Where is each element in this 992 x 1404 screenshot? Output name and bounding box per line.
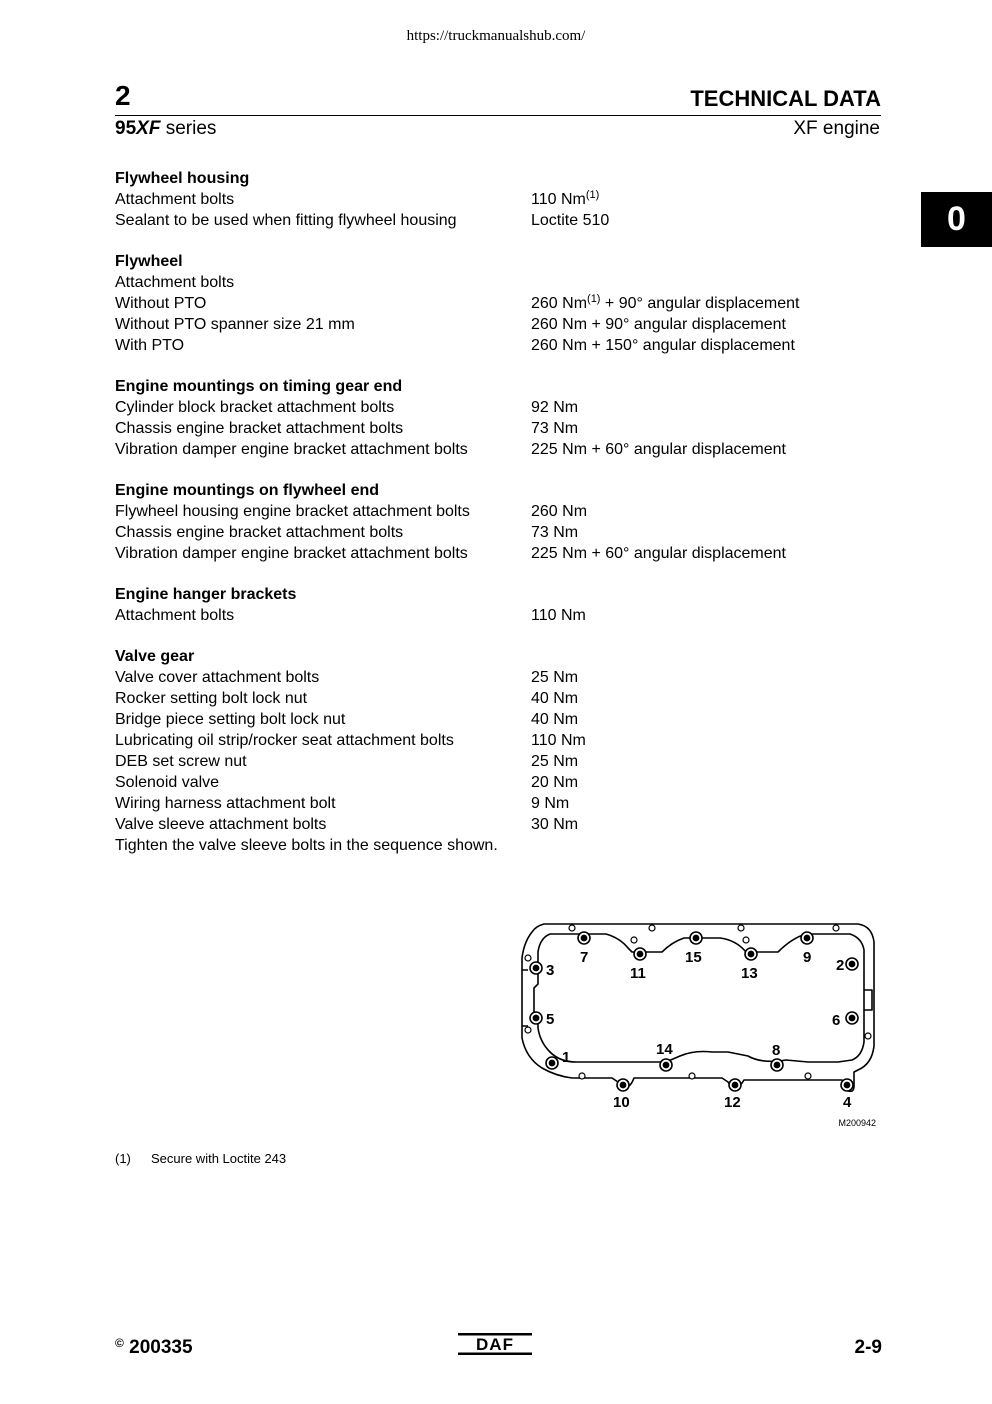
spec-label: Lubricating oil strip/rocker seat attachment bolts — [115, 732, 454, 749]
spec-row — [115, 335, 835, 356]
bolt-number: 2 — [836, 957, 845, 974]
spec-label: With PTO — [115, 337, 185, 354]
bolt-number: 13 — [741, 965, 758, 982]
spec-row — [115, 501, 835, 522]
torque-value: Loctite 510 — [531, 212, 610, 229]
series-label — [115, 118, 216, 140]
spec-value — [531, 814, 835, 835]
torque-value: 260 Nm + 150° angular displacement — [531, 337, 795, 354]
spec-value — [531, 293, 835, 314]
spec-table — [115, 168, 835, 876]
engine-label: XF engine — [793, 118, 880, 139]
page-number: 2-9 — [854, 1337, 882, 1358]
spec-section — [115, 584, 835, 626]
spec-row — [115, 814, 835, 835]
bolt-number: 7 — [580, 949, 589, 966]
torque-value: 110 Nm — [531, 732, 586, 749]
torque-value: 9 Nm — [531, 795, 570, 812]
torque-value-suffix: + 90° angular displacement — [600, 295, 800, 312]
spec-label: DEB set screw nut — [115, 753, 247, 770]
footnote — [115, 1151, 286, 1166]
spec-value — [531, 793, 835, 814]
torque-value: 20 Nm — [531, 774, 579, 791]
spec-value — [531, 522, 835, 543]
torque-value: 73 Nm — [531, 420, 579, 437]
spec-label: Without PTO spanner size 21 mm — [115, 316, 355, 333]
torque-value: 30 Nm — [531, 816, 579, 833]
spec-value — [531, 543, 835, 564]
spec-label: Rocker setting bolt lock nut — [115, 690, 308, 707]
spec-section — [115, 168, 835, 231]
spec-section — [115, 376, 835, 460]
section-heading: Flywheel housing — [115, 170, 250, 187]
torque-value: 25 Nm — [531, 669, 579, 686]
spec-value — [531, 439, 835, 460]
section-heading: Engine mountings on timing gear end — [115, 378, 403, 395]
torque-value: 73 Nm — [531, 524, 579, 541]
spec-label: Flywheel housing engine bracket attachment bolts — [115, 503, 470, 520]
footnote-number: (1) — [115, 1151, 131, 1166]
brand-name: DAF — [476, 1335, 514, 1354]
bolt-number: 9 — [803, 949, 812, 966]
diagram-ref: M200942 — [838, 1118, 876, 1128]
spec-label: Bridge piece setting bolt lock nut — [115, 711, 346, 728]
bolt-number: 1 — [562, 1049, 571, 1066]
spec-row — [115, 189, 835, 210]
spec-value — [531, 335, 835, 356]
torque-value: 92 Nm — [531, 399, 579, 416]
section-heading: Engine hanger brackets — [115, 586, 297, 603]
chapter-tab: 0 — [921, 192, 992, 247]
spec-label: Chassis engine bracket attachment bolts — [115, 524, 404, 541]
bolt-number: 3 — [546, 962, 555, 979]
spec-label: Vibration damper engine bracket attachment bolts — [115, 441, 468, 458]
spec-row — [115, 772, 835, 793]
spec-row — [115, 751, 835, 772]
spec-label: Cylinder block bracket attachment bolts — [115, 399, 395, 416]
spec-row — [115, 210, 835, 231]
bolt-number: 6 — [832, 1012, 841, 1029]
spec-row — [115, 835, 835, 856]
spec-label: Vibration damper engine bracket attachment bolts — [115, 545, 468, 562]
footnote-ref: (1) — [585, 189, 600, 201]
spec-row — [115, 439, 835, 460]
torque-value: 225 Nm + 60° angular displacement — [531, 545, 786, 562]
section-heading: Valve gear — [115, 648, 195, 665]
chapter-number: 2 — [115, 80, 131, 111]
torque-value: 25 Nm — [531, 753, 579, 770]
daf-logo — [458, 1333, 532, 1355]
bolt-number: 15 — [685, 949, 702, 966]
spec-value — [531, 751, 835, 772]
spec-label: Tighten the valve sleeve bolts in the sequence shown. — [115, 837, 498, 854]
bolt-number: 12 — [724, 1094, 741, 1111]
spec-label: Without PTO — [115, 295, 207, 312]
torque-value: 260 Nm + 90° angular displacement — [531, 316, 786, 333]
bolt-number: 11 — [630, 965, 646, 982]
spec-row — [115, 418, 835, 439]
page-title: TECHNICAL DATA — [690, 86, 881, 111]
source-url: https://truckmanualshub.com/ — [406, 28, 586, 44]
series-suffix: series — [160, 118, 217, 139]
bolt-number: 10 — [613, 1094, 630, 1111]
spec-label: Attachment bolts — [115, 607, 235, 624]
spec-row — [115, 314, 835, 335]
doc-number: 200335 — [129, 1337, 193, 1358]
header-rule — [115, 115, 881, 116]
series-model: XF — [136, 118, 161, 139]
spec-label: Valve cover attachment bolts — [115, 669, 320, 686]
bolt-number: 8 — [772, 1042, 781, 1059]
spec-label: Attachment bolts — [115, 191, 235, 208]
torque-value: 110 Nm — [531, 191, 586, 208]
spec-label: Solenoid valve — [115, 774, 220, 791]
valve-sleeve-diagram — [516, 918, 882, 1134]
spec-value — [531, 418, 835, 439]
spec-value — [531, 397, 835, 418]
bolt-number: 14 — [656, 1041, 673, 1058]
spec-value — [531, 667, 835, 688]
section-heading: Flywheel — [115, 253, 183, 270]
spec-label: Valve sleeve attachment bolts — [115, 816, 327, 833]
spec-row — [115, 688, 835, 709]
torque-value: 225 Nm + 60° angular displacement — [531, 441, 786, 458]
spec-row — [115, 730, 835, 751]
spec-row — [115, 272, 835, 293]
spec-section — [115, 251, 835, 356]
bolt-number: 5 — [546, 1011, 555, 1028]
spec-label: Wiring harness attachment bolt — [115, 795, 336, 812]
spec-row — [115, 793, 835, 814]
spec-label: Chassis engine bracket attachment bolts — [115, 420, 404, 437]
spec-value — [531, 210, 835, 231]
spec-row — [115, 522, 835, 543]
footnote-text: Secure with Loctite 243 — [151, 1151, 287, 1166]
series-number: 95 — [115, 118, 137, 139]
spec-row — [115, 543, 835, 564]
spec-value — [531, 501, 835, 522]
spec-row — [115, 709, 835, 730]
spec-label: Sealant to be used when fitting flywheel housing — [115, 212, 457, 229]
spec-row — [115, 293, 835, 314]
torque-value: 260 Nm — [531, 295, 588, 312]
spec-section — [115, 480, 835, 564]
spec-value — [531, 314, 835, 335]
spec-value — [531, 709, 835, 730]
torque-value: 40 Nm — [531, 690, 579, 707]
torque-value: 260 Nm — [531, 503, 588, 520]
spec-row — [115, 397, 835, 418]
torque-value: 40 Nm — [531, 711, 579, 728]
spec-row — [115, 605, 835, 626]
spec-value — [531, 772, 835, 793]
copyright — [115, 1337, 193, 1359]
spec-value — [531, 189, 835, 210]
spec-section — [115, 646, 835, 856]
bolt-number: 4 — [843, 1094, 852, 1111]
section-heading: Engine mountings on flywheel end — [115, 482, 380, 499]
spec-value — [531, 688, 835, 709]
footnote-ref: (1) — [587, 293, 601, 305]
spec-label: Attachment bolts — [115, 274, 235, 291]
spec-row — [115, 667, 835, 688]
spec-value — [531, 730, 835, 751]
copyright-symbol: © — [115, 1336, 124, 1350]
spec-value — [531, 605, 835, 626]
torque-value: 110 Nm — [531, 607, 586, 624]
